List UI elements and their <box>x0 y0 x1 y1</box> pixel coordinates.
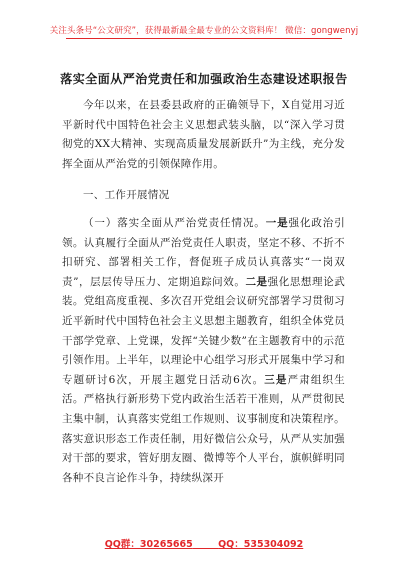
intro-paragraph: 今年以来，在县委县政府的正确领导下，X自觉用习近平新时代中国特色社会主义思想武装头脑，以“深入学习贯彻党的XX大精神、实现高质量发展新跃升”为主线，充分发挥全面从严治党的引领保障作用。 <box>62 99 345 170</box>
section-heading: 一、工作开展情况 <box>83 189 170 202</box>
document-title: 落实全面从严治党责任和加强政治生态建设述职报告 <box>60 72 348 86</box>
footer-qq-group: QQ群：30265665 <box>104 539 193 550</box>
point-text-2: 强化思想理论武装。党组高度重视、多次召开党组会议研究部署学习贯彻习近平新时代中国特色社会主义思想主题教育，组织全体党员干部学党章、上党课，发挥“关键少数”在主题教育中的示范引领作用。上半年，以理论中心组学习形式开展集中学习和专题研讨6次，开展主题党日活动6次。 <box>62 275 345 386</box>
point-label-3: 三是 <box>264 373 288 386</box>
header-divider <box>66 38 342 39</box>
footer-contacts <box>0 536 408 550</box>
subsection-title: （一）落实全面从严治党责任情况。 <box>83 216 266 229</box>
point-label-1: 一是 <box>265 216 289 229</box>
point-label-2: 二是 <box>245 275 268 288</box>
document-body <box>62 96 345 488</box>
body-paragraph <box>62 214 345 488</box>
point-text-3: 严肃组织生活。严格执行新形势下党内政治生活若干准则，从严贯彻民主集中制，认真落实党组工作规则、议事制度和决策程序。落实意识形态工作责任制，用好微信公众号，从严从实加强对干部的要求，管好朋友圈、微博等个人平台，旗帜鲜明同各种不良言论作斗争，持续纵深开 <box>62 373 345 484</box>
point-text-1: 强化政治引领。认真履行全面从严治党责任人职责，坚定不移、不折不扣研究、部署相关工作，督促班子成员认真落实“一岗双责”，层层传导压力、定期追踪问效。 <box>62 216 345 288</box>
footer-qq: QQ：535304092 <box>218 539 304 550</box>
header-banner: 关注头条号“公文研究”，获得最新最全最专业的公文资料库！ 微信：gongwenyj <box>49 26 359 36</box>
